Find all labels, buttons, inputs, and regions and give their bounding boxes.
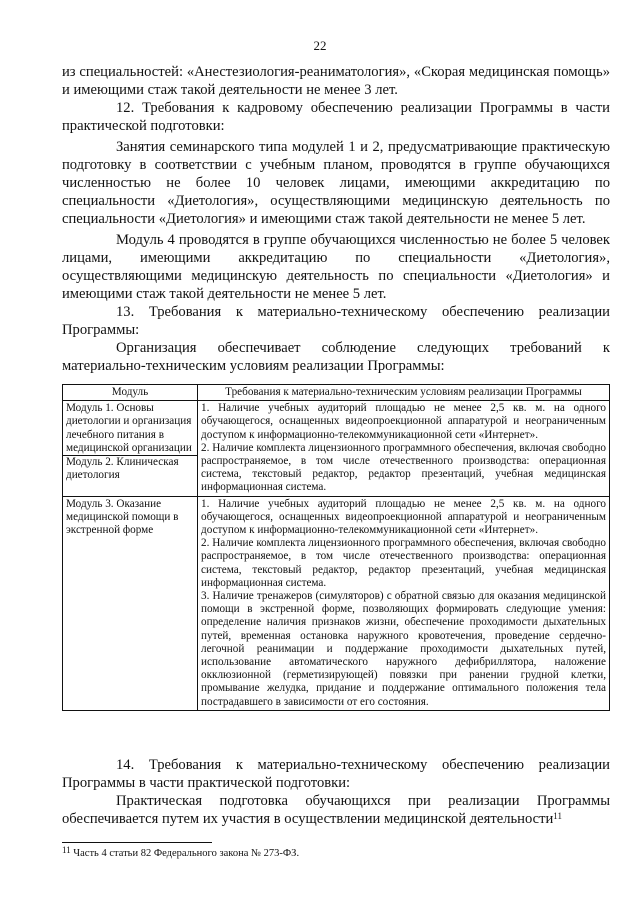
footnote <box>62 845 300 859</box>
paragraph-6: Организация обеспечивает соблюдение следующих требований к материально-техническим условиям реализации Программы: <box>62 340 610 374</box>
body-text-top <box>62 63 610 375</box>
requirement-item: 2. Наличие комплекта лицензионного программного обеспечения, включая свободно распространяемое, в том числе отечественного производства: операционная система, текстовый редактор, редактор презентаций, учебная медицинская информационная система. <box>201 537 606 589</box>
requirements-cell <box>198 401 610 496</box>
requirement-item: 2. Наличие комплекта лицензионного программного обеспечения, включая свободно распространяемое, в том числе отечественного производства: операционная система, текстовый редактор, редактор презентаций, учебная медицинская информационная система. <box>201 441 606 494</box>
paragraph-3: Занятия семинарского типа модулей 1 и 2, предусматривающие практическую подготовку в соответствии с учебным планом, проводятся в группе обучающихся численностью не более 10 человек лицами, имеющими аккредитацию по специальности «Диетология», осуществляющими медицинскую деятельность по специальности «Диетология» и имеющими стаж такой деятельности не менее 5 лет. <box>62 139 610 227</box>
header-module: Модуль <box>63 385 198 401</box>
module-cell <box>63 401 198 496</box>
body-text-bottom <box>62 756 610 828</box>
requirement-item: 1. Наличие учебных аудиторий площадью не менее 2,5 кв. м. на одного обучающегося, оснащенных видеопроекционной аппаратурой и неограниченным доступом к информационно-телекоммуникационной сети «Интернет». <box>201 497 606 537</box>
footnote-divider <box>62 842 212 843</box>
paragraph-4: Модуль 4 проводятся в группе обучающихся численностью не более 5 человек лицами, имеющими аккредитацию по специальности «Диетология», осуществляющими медицинскую деятельность по специальности «Диетология» и имеющими стаж такой деятельности не менее 5 лет. <box>62 232 610 302</box>
requirements-table <box>62 384 610 711</box>
footnote-ref: 11 <box>553 811 562 821</box>
module-2-label: Модуль 2. Клиническая диетология <box>63 455 197 482</box>
paragraph-5: 13. Требования к материально-техническому обеспечению реализации Программы: <box>62 304 610 338</box>
paragraph-8 <box>62 792 610 828</box>
paragraph-7: 14. Требования к материально-техническому обеспечению реализации Программы в части практической подготовки: <box>62 757 610 791</box>
module-1-label: Модуль 1. Основы диетологии и организация лечебного питания в медицинской организации <box>66 402 192 454</box>
requirement-item: 1. Наличие учебных аудиторий площадью не менее 2,5 кв. м. на одного обучающегося, оснащенных видеопроекционной аппаратурой и неограниченным доступом к информационно-телекоммуникационной сети «Интернет». <box>201 402 606 441</box>
table-row <box>63 496 610 710</box>
table-header-row <box>63 385 610 401</box>
requirements-cell <box>198 496 610 710</box>
paragraph-8-text: Практическая подготовка обучающихся при реализации Программы обеспечивается путем их участия в осуществлении медицинской деятельности <box>62 793 610 827</box>
page-number: 22 <box>313 38 327 53</box>
module-cell: Модуль 3. Оказание медицинской помощи в экстренной форме <box>63 496 198 710</box>
table-row <box>63 401 610 496</box>
footnote-text: Часть 4 статьи 82 Федерального закона № 273-ФЗ. <box>73 848 300 859</box>
paragraph-2: 12. Требования к кадровому обеспечению реализации Программы в части практической подготовки: <box>62 100 610 134</box>
footnote-mark: 11 <box>62 845 71 855</box>
paragraph-1: из специальностей: «Анестезиология-реаниматология», «Скорая медицинская помощь» и имеющими стаж такой деятельности не менее 3 лет. <box>62 64 610 98</box>
requirement-item: 3. Наличие тренажеров (симуляторов) с обратной связью для оказания медицинской помощи в экстренной форме, позволяющих формировать следующие умения: определение наличия признаков жизни, обеспечение проходимости дыхательных путей, временная остановка наружного кровотечения, проведение сердечно-легочной реанимации и поддержание проходимости дыхательных путей, использование автоматического наружного дефибриллятора, наложение окклюзионной (герметизирующей) повязки при ранении грудной клетки, промывание желудка, придание и поддержание оптимального положения тела пострадавшего в зависимости от его состояния. <box>201 590 606 708</box>
header-requirements: Требования к материально-техническим условиям реализации Программы <box>198 385 610 401</box>
